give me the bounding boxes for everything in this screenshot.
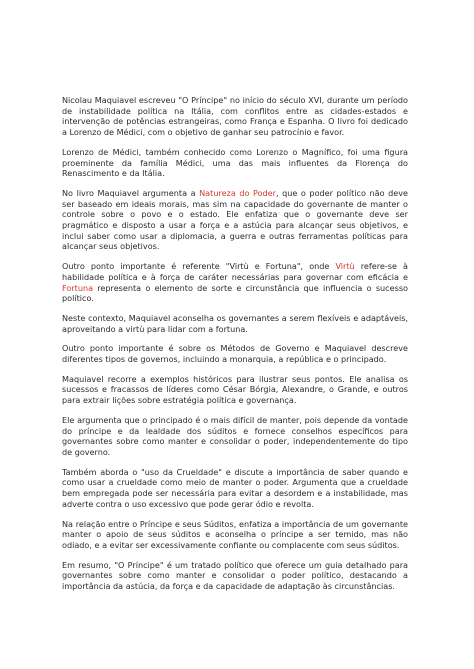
paragraph-text: Outro ponto importante é sobre os Métodos de Governo e Maquiavel descreve diferentes tipos de governos, incluindo a monarquia, a república e o principado. [62,343,408,365]
paragraph [62,343,408,364]
paragraph-text: Outro ponto importante é referente "Virtù e Fortuna", onde [62,261,336,272]
paragraph-text: Maquiavel recorre a exemplos históricos para ilustrar seus pontos. Ele analisa os sucessos e fracassos de líderes como César Bórgia, Alexandre, o Grande, e outros para extrair lições sobre estratégia política e governança. [62,373,408,406]
highlighted-term: Fortuna [62,282,94,293]
paragraph [62,415,408,458]
paragraph [62,95,408,138]
paragraph-text: Lorenzo de Médici, também conhecido como Lorenzo o Magnífico, foi uma figura proeminente da família Médici, uma das mais influentes da Florença do Renascimento e da Itália. [62,146,408,179]
paragraph-text: representa o elemento de sorte e circunstância que influencia o sucesso político. [62,282,408,304]
paragraph [62,560,408,592]
paragraph-text: Ele argumenta que o principado é o mais difícil de manter, pois depende da vontade do príncipe e da lealdade dos súditos e fornece conselhos específicos para governantes sobre como manter e consolidar o poder, independentemente do tipo de governo. [62,414,408,457]
paragraph-text: Também aborda o "uso da Crueldade" e discute a importância de saber quando e como usar a crueldade como meio de manter o poder. Argumenta que a crueldade bem empregada pode ser necessária para evitar a desordem e a instabilidade, mas adverte contra o uso excessivo que pode gerar ódio e revolta. [62,466,408,509]
paragraph [62,374,408,406]
highlighted-term: Natureza do Poder [199,187,276,198]
paragraph [62,261,408,304]
paragraph [62,313,408,334]
paragraph-text: Nicolau Maquiavel escreveu "O Príncipe" no início do século XVI, durante um período de instabilidade política na Itália, com conflitos entre as cidades-estados e intervenção de potências estrangeiras, como França e Espanha. O livro foi dedicado a Lorenzo de Médici, com o objetivo de ganhar seu patrocínio e favor. [62,95,408,138]
document-body [62,95,408,601]
paragraph-text: refere-se à habilidade política e à força de caráter necessárias para governar com eficácia e [62,261,408,282]
paragraph-text: Em resumo, "O Príncipe" é um tratado político que oferece um guia detalhado para governantes sobre como manter e consolidar o poder político, destacando a importância da astúcia, da força e da capacidade de adaptação às circunstâncias. [62,559,408,592]
paragraph-text: No livro Maquiavel argumenta a [62,187,200,198]
paragraph-text: Neste contexto, Maquiavel aconselha os governantes a serem flexíveis e adaptáveis, aproveitando a virtù para lidar com a fortuna. [62,312,408,334]
paragraph [62,467,408,510]
paragraph [62,188,408,252]
paragraph-text: , que o poder político não deve ser baseado em ideais morais, mas sim na capacidade do governante de manter o controle sobre o povo e o estado. Ele enfatiza que o governante deve ser pragmático e disposto a usar a força e a astúcia para alcançar seus objetivos, e inclui saber como usar a diplomacia, a guerra e outras ferramentas políticas para alcançar seus objetivos. [62,187,408,252]
paragraph [62,519,408,551]
paragraph-text: Na relação entre o Príncipe e seus Súditos, enfatiza a importância de um governante manter o apoio de seus súditos e aconselha o príncipe a ser temido, mas não odiado, e a evitar ser excessivamente confiante ou complacente com seus súditos. [62,518,408,550]
paragraph [62,147,408,179]
highlighted-term: Virtù [335,261,355,272]
